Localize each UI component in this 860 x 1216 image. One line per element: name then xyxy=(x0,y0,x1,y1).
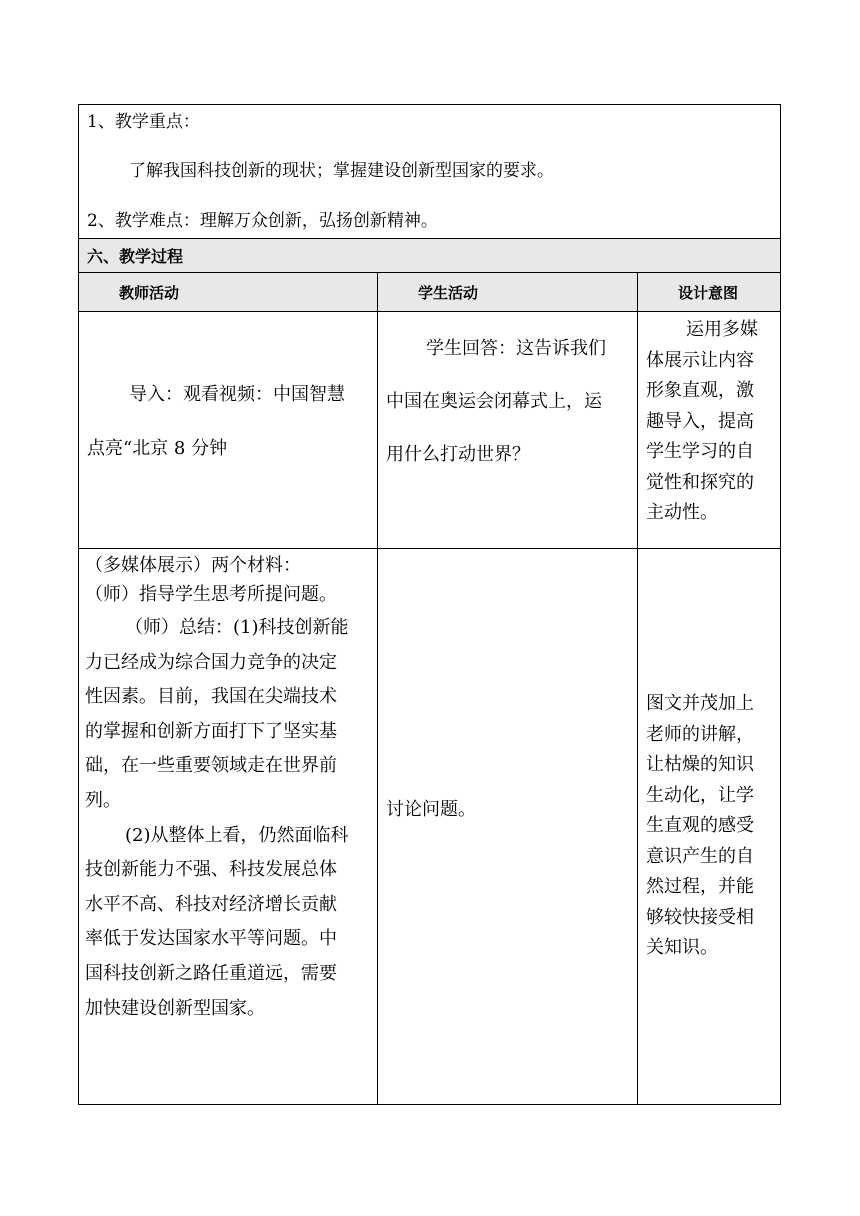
row2-teacher-line: （师）总结：(1)科技创新能 xyxy=(125,617,349,638)
row2-teacher-line: （师）指导学生思考所提问题。 xyxy=(85,584,337,605)
section-title-bar xyxy=(78,238,781,273)
header-student: 学生活动 xyxy=(377,272,638,312)
row2-intent-line: 关知识。 xyxy=(646,937,718,958)
row1-intent-line: 觉性和探究的 xyxy=(646,471,754,493)
row1-student-line: 中国在奥运会闭幕式上，运 xyxy=(386,391,602,412)
row1-intent-line: 体展示让内容 xyxy=(646,349,754,371)
section-title: 六、教学过程 xyxy=(87,247,184,266)
row2-student-cell xyxy=(377,548,638,1105)
row2-teacher-line: 列。 xyxy=(85,789,121,811)
row2-intent-line: 图文并茂加上 xyxy=(646,693,754,714)
row2-teacher-line: (2)从整体上看，仍然面临科 xyxy=(125,824,349,846)
row1-student-line: 学生回答：这告诉我们 xyxy=(426,338,606,359)
key-points-box xyxy=(78,104,781,239)
row2-intent-line: 意识产生的自 xyxy=(646,845,754,867)
row1-student-cell xyxy=(377,311,638,549)
header-intent: 设计意图 xyxy=(637,272,781,312)
row1-intent-line: 形象直观，激 xyxy=(646,380,754,401)
row2-intent-line: 生直观的感受 xyxy=(646,815,754,836)
row2-teacher-line: 水平不高、科技对经济增长贡献 xyxy=(85,893,337,915)
row2-intent-line: 老师的讲解， xyxy=(646,723,754,745)
header-teacher: 教师活动 xyxy=(78,272,378,312)
row1-student-line: 用什么打动世界？ xyxy=(386,444,530,465)
row2-teacher-line: 率低于发达国家水平等问题。中 xyxy=(85,928,337,950)
row1-teacher-line: 导入：观看视频：中国智慧 xyxy=(129,384,345,405)
row2-teacher-line: （多媒体展示）两个材料： xyxy=(85,555,301,576)
row2-intent-cell xyxy=(637,548,781,1105)
key-point-content: 了解我国科技创新的现状；掌握建设创新型国家的要求。 xyxy=(129,161,554,181)
row2-teacher-line: 础，在一些重要领域走在世界前 xyxy=(85,755,337,777)
row1-teacher-line: 点亮“北京 8 分钟 xyxy=(87,438,228,459)
key-point-heading: 1、教学重点： xyxy=(87,112,200,132)
row2-intent-line: 然过程，并能 xyxy=(646,876,754,897)
row1-intent-line: 运用多媒 xyxy=(686,319,758,340)
row2-teacher-line: 技创新能力不强、科技发展总体 xyxy=(85,859,337,881)
row2-teacher-cell xyxy=(78,548,378,1105)
row2-teacher-line: 力已经成为综合国力竞争的决定 xyxy=(85,651,337,673)
row1-intent-line: 主动性。 xyxy=(646,502,718,523)
row1-intent-line: 趣导入，提高 xyxy=(646,410,754,432)
row2-intent-line: 生动化，让学 xyxy=(646,784,754,806)
row2-intent-line: 够较快接受相 xyxy=(646,906,754,928)
difficulty-point: 2、教学难点：理解万众创新，弘扬创新精神。 xyxy=(87,211,438,231)
row2-teacher-line: 的掌握和创新方面打下了坚实基 xyxy=(85,720,337,742)
row1-teacher-cell xyxy=(78,311,378,549)
row2-student-line: 讨论问题。 xyxy=(386,799,476,820)
row2-teacher-line: 加快建设创新型国家。 xyxy=(85,997,265,1019)
row2-teacher-line: 性因素。目前，我国在尖端技术 xyxy=(85,686,337,708)
row2-intent-line: 让枯燥的知识 xyxy=(646,754,754,775)
row1-intent-line: 学生学习的自 xyxy=(646,441,754,462)
row1-intent-cell xyxy=(637,311,781,549)
row2-teacher-line: 国科技创新之路任重道远，需要 xyxy=(85,962,337,984)
